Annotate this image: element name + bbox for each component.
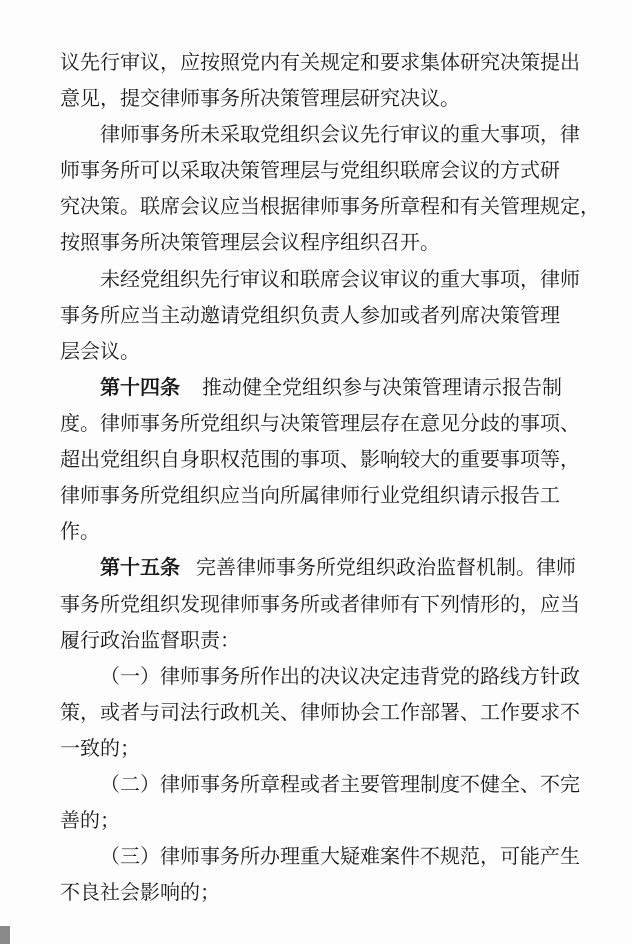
list-item-3: （三）律师事务所办理重大疑难案件不规范，可能产生 — [100, 844, 580, 868]
text-line: 推动健全党组织参与决策管理请示报告制 — [202, 375, 562, 399]
list-item-1: （一）律师事务所作出的决议决定违背党的路线方针政 — [100, 664, 580, 688]
article-15-line — [100, 553, 576, 581]
text-line: 事务所党组织发现律师事务所或者律师有下列情形的，应当 — [60, 592, 580, 616]
list-item-2: （二）律师事务所章程或者主要管理制度不健全、不完 — [100, 772, 580, 796]
text-line: 超出党组织自身职权范围的事项、影响较大的重要事项等， — [60, 447, 580, 471]
text-line: 律师事务所未采取党组织会议先行审议的重大事项，律 — [100, 122, 580, 146]
article-15-heading: 第十五条 — [100, 555, 180, 579]
text-line: 师事务所可以采取决策管理层与党组织联席会议的方式研 — [60, 158, 560, 182]
text-line: 律师事务所党组织应当向所属律师行业党组织请示报告工 — [60, 483, 560, 507]
text-line: 议先行审议，应按照党内有关规定和要求集体研究决策提出 — [60, 50, 580, 74]
text-line: 事务所应当主动邀请党组织负责人参加或者列席决策管理 — [60, 303, 560, 327]
text-line: 究决策。联席会议应当根据律师事务所章程和有关管理规定， — [60, 194, 600, 218]
article-14-heading: 第十四条 — [100, 375, 180, 399]
text-line: 意见，提交律师事务所决策管理层研究决议。 — [60, 86, 460, 110]
text-line: 一致的； — [60, 736, 140, 760]
text-line: 履行政治监督职责： — [60, 628, 240, 652]
text-line: 作。 — [60, 519, 100, 543]
text-line: 未经党组织先行审议和联席会议审议的重大事项，律师 — [100, 267, 580, 291]
text-line: 策，或者与司法行政机关、律师协会工作部署、工作要求不 — [60, 700, 580, 724]
text-line: 层会议。 — [60, 339, 140, 363]
article-14-line — [100, 373, 562, 401]
text-line: 善的； — [60, 808, 120, 832]
scan-edge-mark — [0, 926, 10, 944]
text-line: 按照事务所决策管理层会议程序组织召开。 — [60, 230, 440, 254]
text-line: 度。律师事务所党组织与决策管理层存在意见分歧的事项、 — [60, 411, 580, 435]
text-line: 不良社会影响的； — [60, 880, 220, 904]
text-line: 完善律师事务所党组织政治监督机制。律师 — [196, 555, 576, 579]
